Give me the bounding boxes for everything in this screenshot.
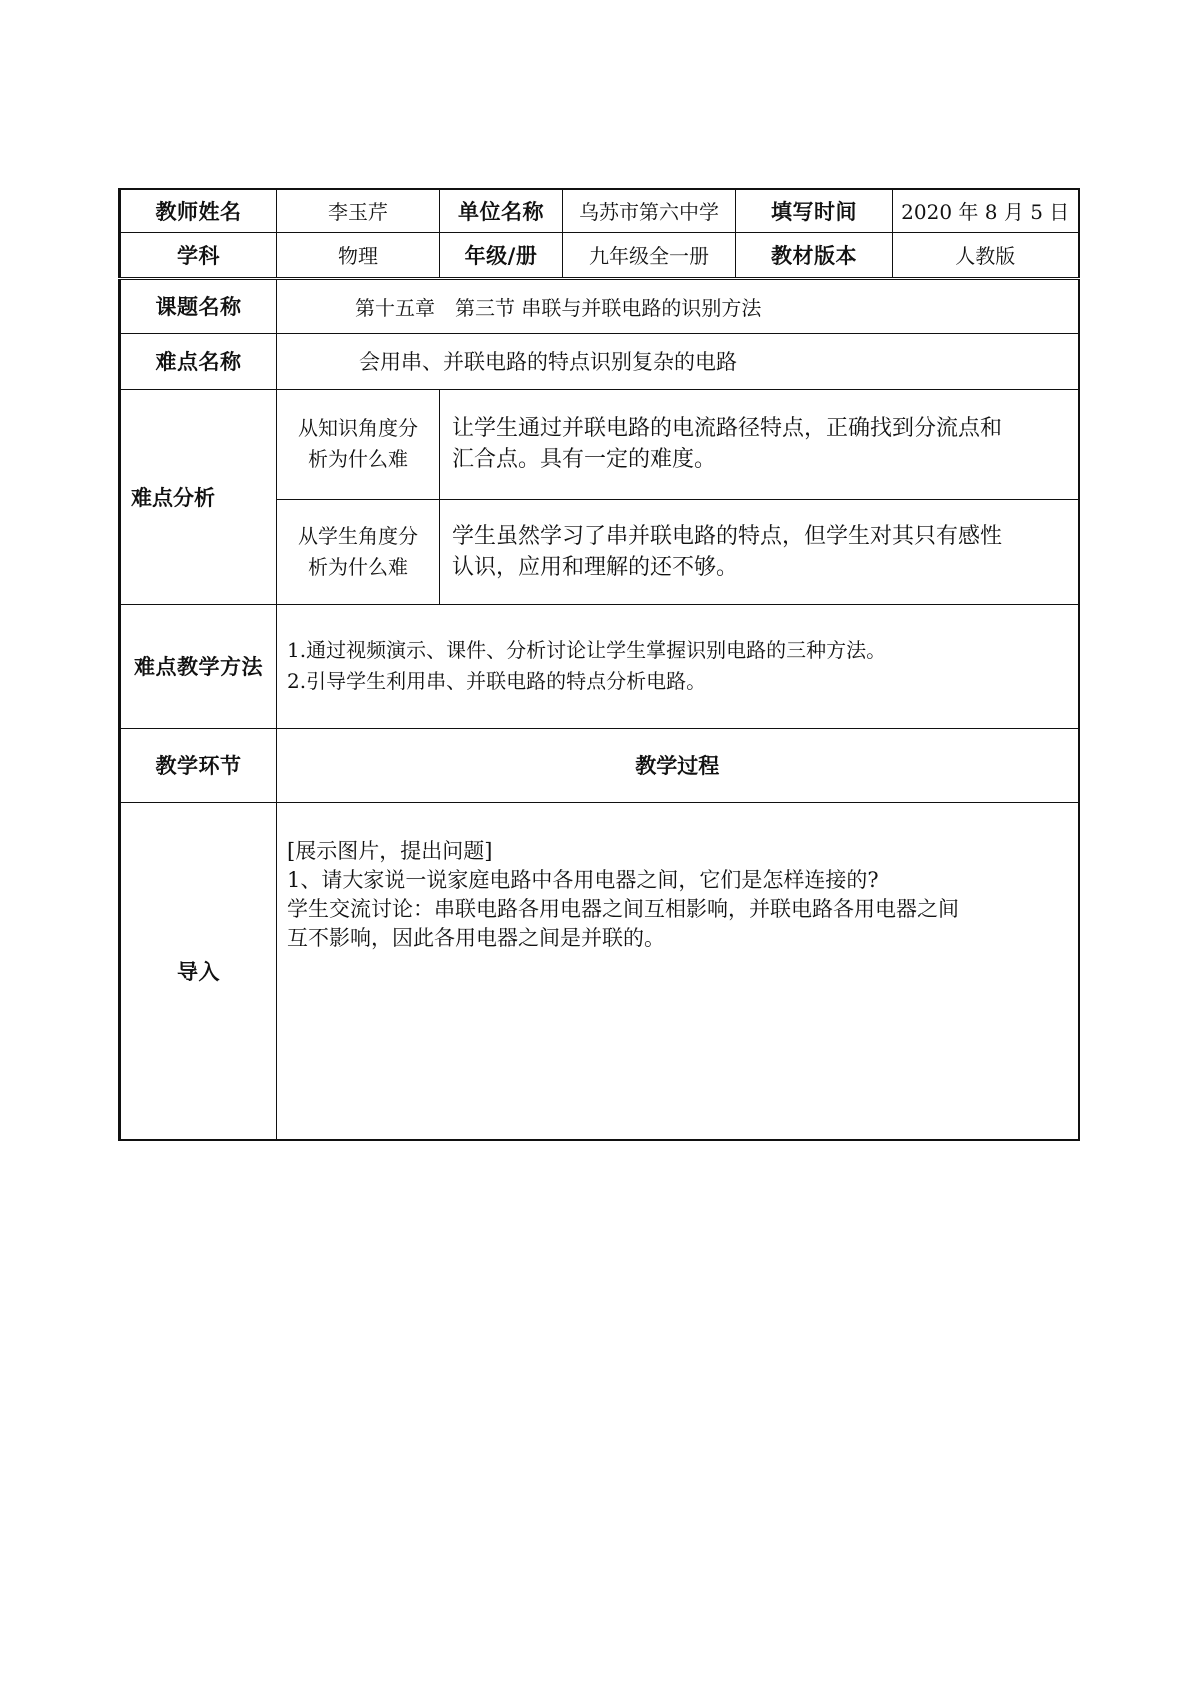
topic-value: 第十五章 第三节 串联与并联电路的识别方法: [277, 278, 1079, 333]
teaching-method-list: [277, 604, 1079, 728]
student-angle-text: [440, 499, 1079, 604]
student-angle-text-line-1: 学生虽然学习了串并联电路的特点，但学生对其只有感性: [452, 523, 1003, 549]
analysis-label: 难点分析: [120, 389, 277, 604]
student-angle-label-line-1: 从学生角度分: [298, 523, 418, 548]
unit-name-value: 乌苏市第六中学: [563, 189, 736, 232]
intro-line: 1、请大家说一说家庭电路中各用电器之间，它们是怎样连接的?: [287, 867, 879, 892]
teacher-name-label: 教师姓名: [120, 189, 277, 232]
student-angle-label: [277, 499, 440, 604]
lesson-plan-table: [118, 188, 1080, 1141]
edition-value: 人教版: [893, 232, 1079, 278]
grade-label: 年级/册: [440, 232, 563, 278]
knowledge-angle-label: [277, 389, 440, 499]
difficulty-label: 难点名称: [120, 333, 277, 389]
knowledge-angle-text-line-1: 让学生通过并联电路的电流路径特点，正确找到分流点和: [452, 416, 1003, 441]
edition-label: 教材版本: [736, 232, 893, 278]
fill-date-label: 填写时间: [736, 189, 893, 232]
topic-label: 课题名称: [120, 278, 277, 333]
student-angle-text-line-2: 认识，应用和理解的还不够。: [452, 554, 739, 580]
teacher-name-value: 李玉芹: [277, 189, 440, 232]
teaching-stage-header: 教学环节: [120, 728, 277, 802]
unit-name-label: 单位名称: [440, 189, 563, 232]
student-angle-label-line-2: 析为什么难: [308, 554, 408, 579]
knowledge-angle-text-line-2: 汇合点。具有一定的难度。: [452, 447, 717, 472]
teaching-method-item: 1.通过视频演示、课件、分析讨论让学生掌握识别电路的三种方法。: [287, 638, 887, 662]
teaching-method-item: 2.引导学生利用串、并联电路的特点分析电路。: [287, 669, 707, 693]
subject-value: 物理: [277, 232, 440, 278]
teaching-process-header: 教学过程: [277, 728, 1079, 802]
fill-date-value: 2020 年 8 月 5 日: [893, 189, 1079, 232]
intro-line: 互不影响，因此各用电器之间是并联的。: [287, 925, 665, 950]
subject-label: 学科: [120, 232, 277, 278]
intro-stage-label: 导入: [120, 802, 277, 1140]
intro-line: [展示图片，提出问题]: [287, 838, 493, 863]
knowledge-angle-label-line-1: 从知识角度分: [298, 416, 418, 440]
knowledge-angle-text: [440, 389, 1079, 499]
grade-value: 九年级全一册: [563, 232, 736, 278]
intro-process-text: [277, 802, 1079, 1140]
teaching-method-label: 难点教学方法: [120, 604, 277, 728]
knowledge-angle-label-line-2: 析为什么难: [308, 447, 408, 471]
difficulty-value: 会用串、并联电路的特点识别复杂的电路: [277, 333, 1079, 389]
intro-line: 学生交流讨论：串联电路各用电器之间互相影响，并联电路各用电器之间: [287, 896, 959, 921]
